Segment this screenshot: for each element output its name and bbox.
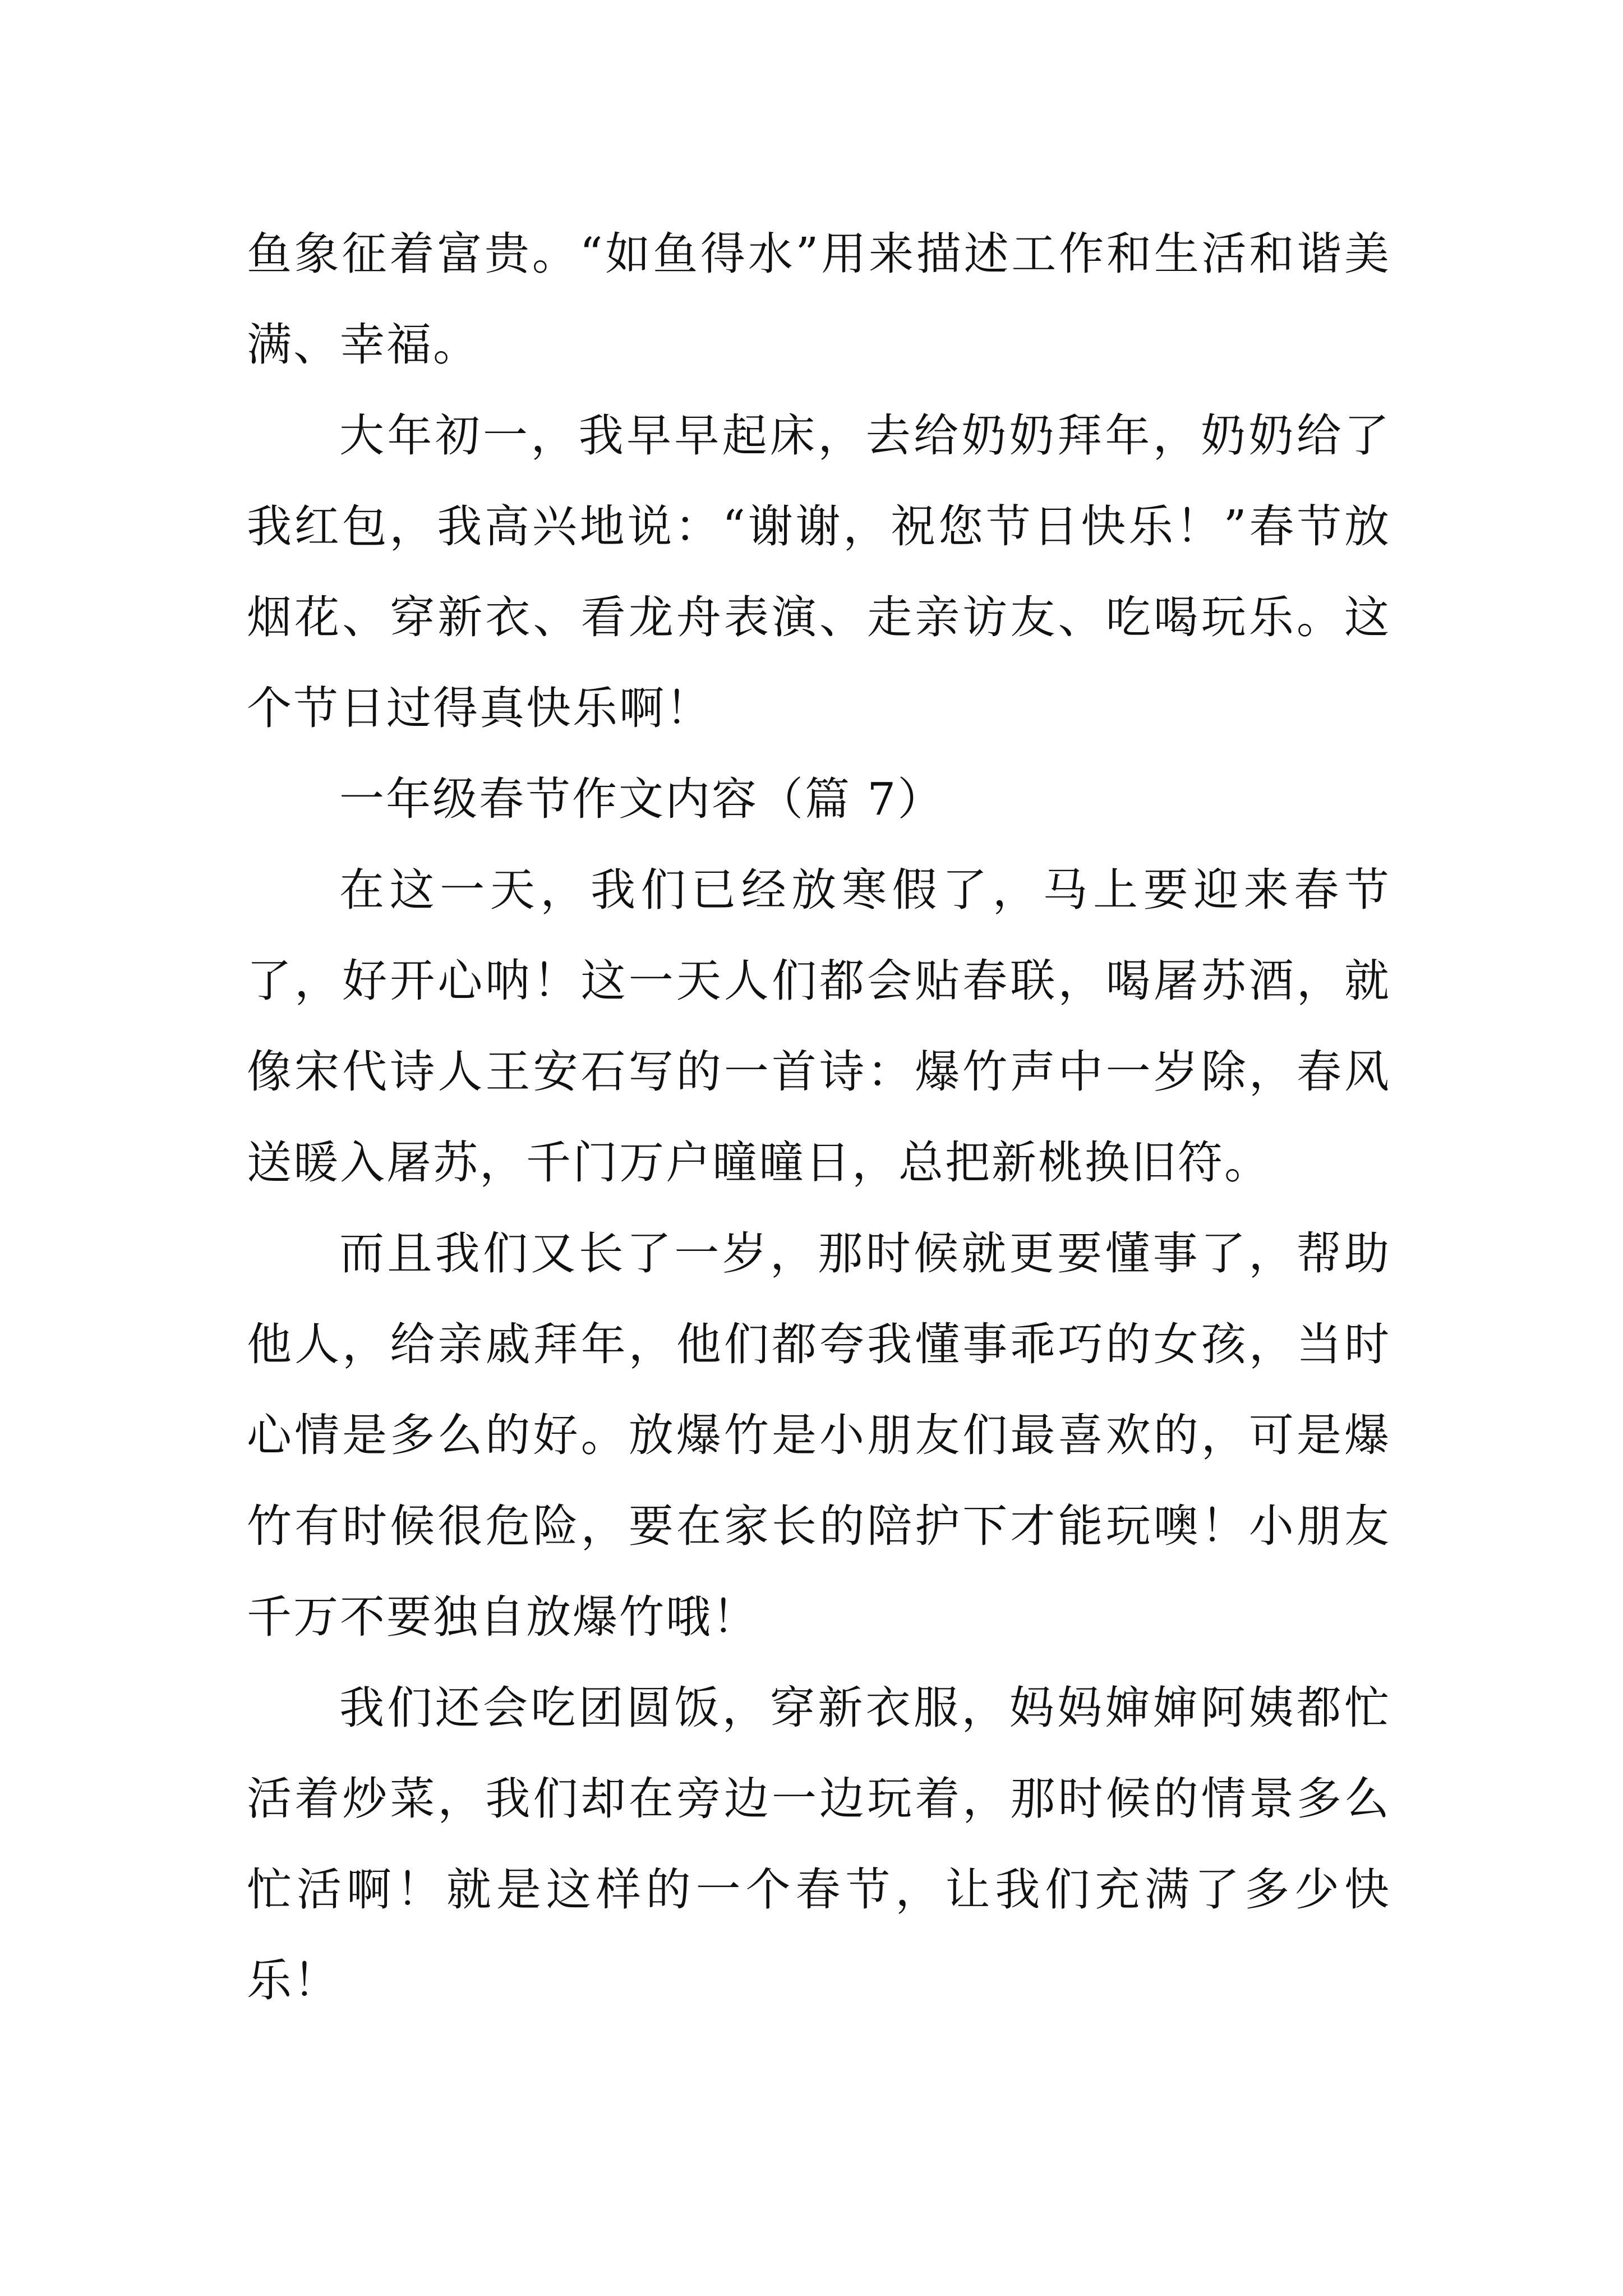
paragraph-growing-up: 而且我们又长了一岁，那时候就更要懂事了，帮助他人，给亲戚拜年，他们都夸我懂事乖巧的女孩，当时心情是多么的好。放爆竹是小朋友们最喜欢的，可是爆竹有时候很危险，要在家长的陪护下才能玩噢！小朋友千万不要独自放爆竹哦！: [247, 1227, 1391, 1643]
paragraph-winter-break: 在这一天，我们已经放寒假了，马上要迎来春节了，好开心呐！这一天人们都会贴春联，喝屠苏酒，就像宋代诗人王安石写的一首诗：爆竹声中一岁除，春风送暖入屠苏，千门万户曈曈日，总把新桃换旧符。: [247, 864, 1391, 1189]
paragraph-continuation: 鱼象征着富贵。“如鱼得水”用来描述工作和生活和谐美满、幸福。: [247, 228, 1391, 371]
paragraph-new-year-visit: 大年初一，我早早起床，去给奶奶拜年，奶奶给了我红包，我高兴地说：“谢谢，祝您节日快乐！”春节放烟花、穿新衣、看龙舟表演、走亲访友、吃喝玩乐。这个节日过得真快乐啊！: [247, 409, 1391, 734]
paragraph-reunion-dinner: 我们还会吃团圆饭，穿新衣服，妈妈婶婶阿姨都忙活着炒菜，我们却在旁边一边玩着，那时候的情景多么忙活啊！就是这样的一个春节，让我们充满了多少快乐！: [247, 1682, 1391, 2007]
section-title: 一年级春节作文内容（篇 7）: [339, 773, 944, 825]
document-body: [247, 209, 1391, 2026]
